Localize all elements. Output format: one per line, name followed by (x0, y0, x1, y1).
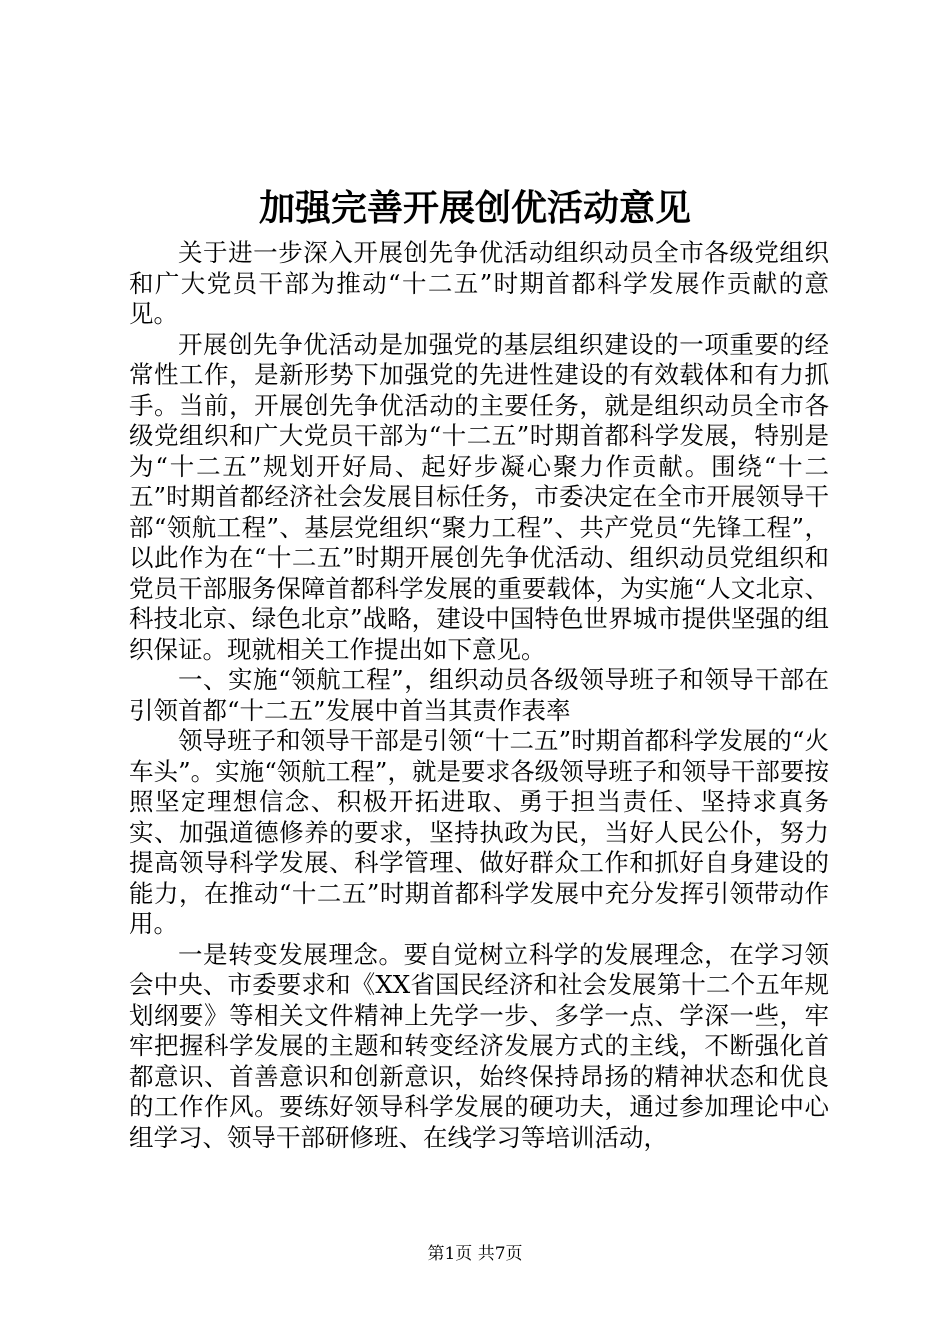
paragraph-leadership: 领导班子和领导干部是引领“十二五”时期首都科学发展的“火车头”。实施“领航工程”，就是要求各级领导班子和领导干部要按照坚定理想信念、积极开拓进取、勇于担当责任、坚持求真务实、加强道德修养的要求，坚持执政为民，当好人民公仆，努力提高领导科学发展、科学管理、做好群众工作和抓好自身建设的能力，在推动“十二五”时期首都科学发展中充分发挥引领带动作用。 (129, 726, 829, 938)
document-title: 加强完善开展创优活动意见 (258, 187, 691, 229)
paragraph-background: 开展创先争优活动是加强党的基层组织建设的一项重要的经常性工作，是新形势下加强党的先进性建设的有效载体和有力抓手。当前，开展创先争优活动的主要任务，就是组织动员全市各级党组织和广大党员干部为“十二五”时期首都科学发展，特别是为“十二五”规划开好局、起好步凝心聚力作贡献。围绕“十二五”时期首都经济社会发展目标任务，市委决定在全市开展领导干部“领航工程”、基层党组织“聚力工程”、共产党员“先锋工程”，以此作为在“十二五”时期开展创先争优活动、组织动员党组织和党员干部服务保障首都科学发展的重要载体，为实施“人文北京、科技北京、绿色北京”战略，建设中国特色世界城市提供坚强的组织保证。现就相关工作提出如下意见。 (129, 329, 829, 664)
page-number-footer: 第1页 共7页 (427, 1244, 523, 1264)
paragraph-point-1: 一是转变发展理念。要自觉树立科学的发展理念，在学习领会中央、市委要求和《XX省国民经济和社会发展第十二个五年规划纲要》等相关文件精神上先学一步、多学一点、学深一些，牢牢把握科学发展的主题和转变经济发展方式的主线，不断强化首都意识、首善意识和创新意识，始终保持昂扬的精神状态和优良的工作作风。要练好领导科学发展的硬功夫，通过参加理论中心组学习、领导干部研修班、在线学习等培训活动， (129, 939, 829, 1152)
section-heading-1: 一、实施“领航工程”，组织动员各级领导班子和领导干部在引领首都“十二五”发展中首当其责作表率 (129, 665, 829, 725)
document-body (129, 238, 829, 1153)
paragraph-intro: 关于进一步深入开展创先争优活动组织动员全市各级党组织和广大党员干部为推动“十二五”时期首都科学发展作贡献的意见。 (129, 238, 829, 328)
